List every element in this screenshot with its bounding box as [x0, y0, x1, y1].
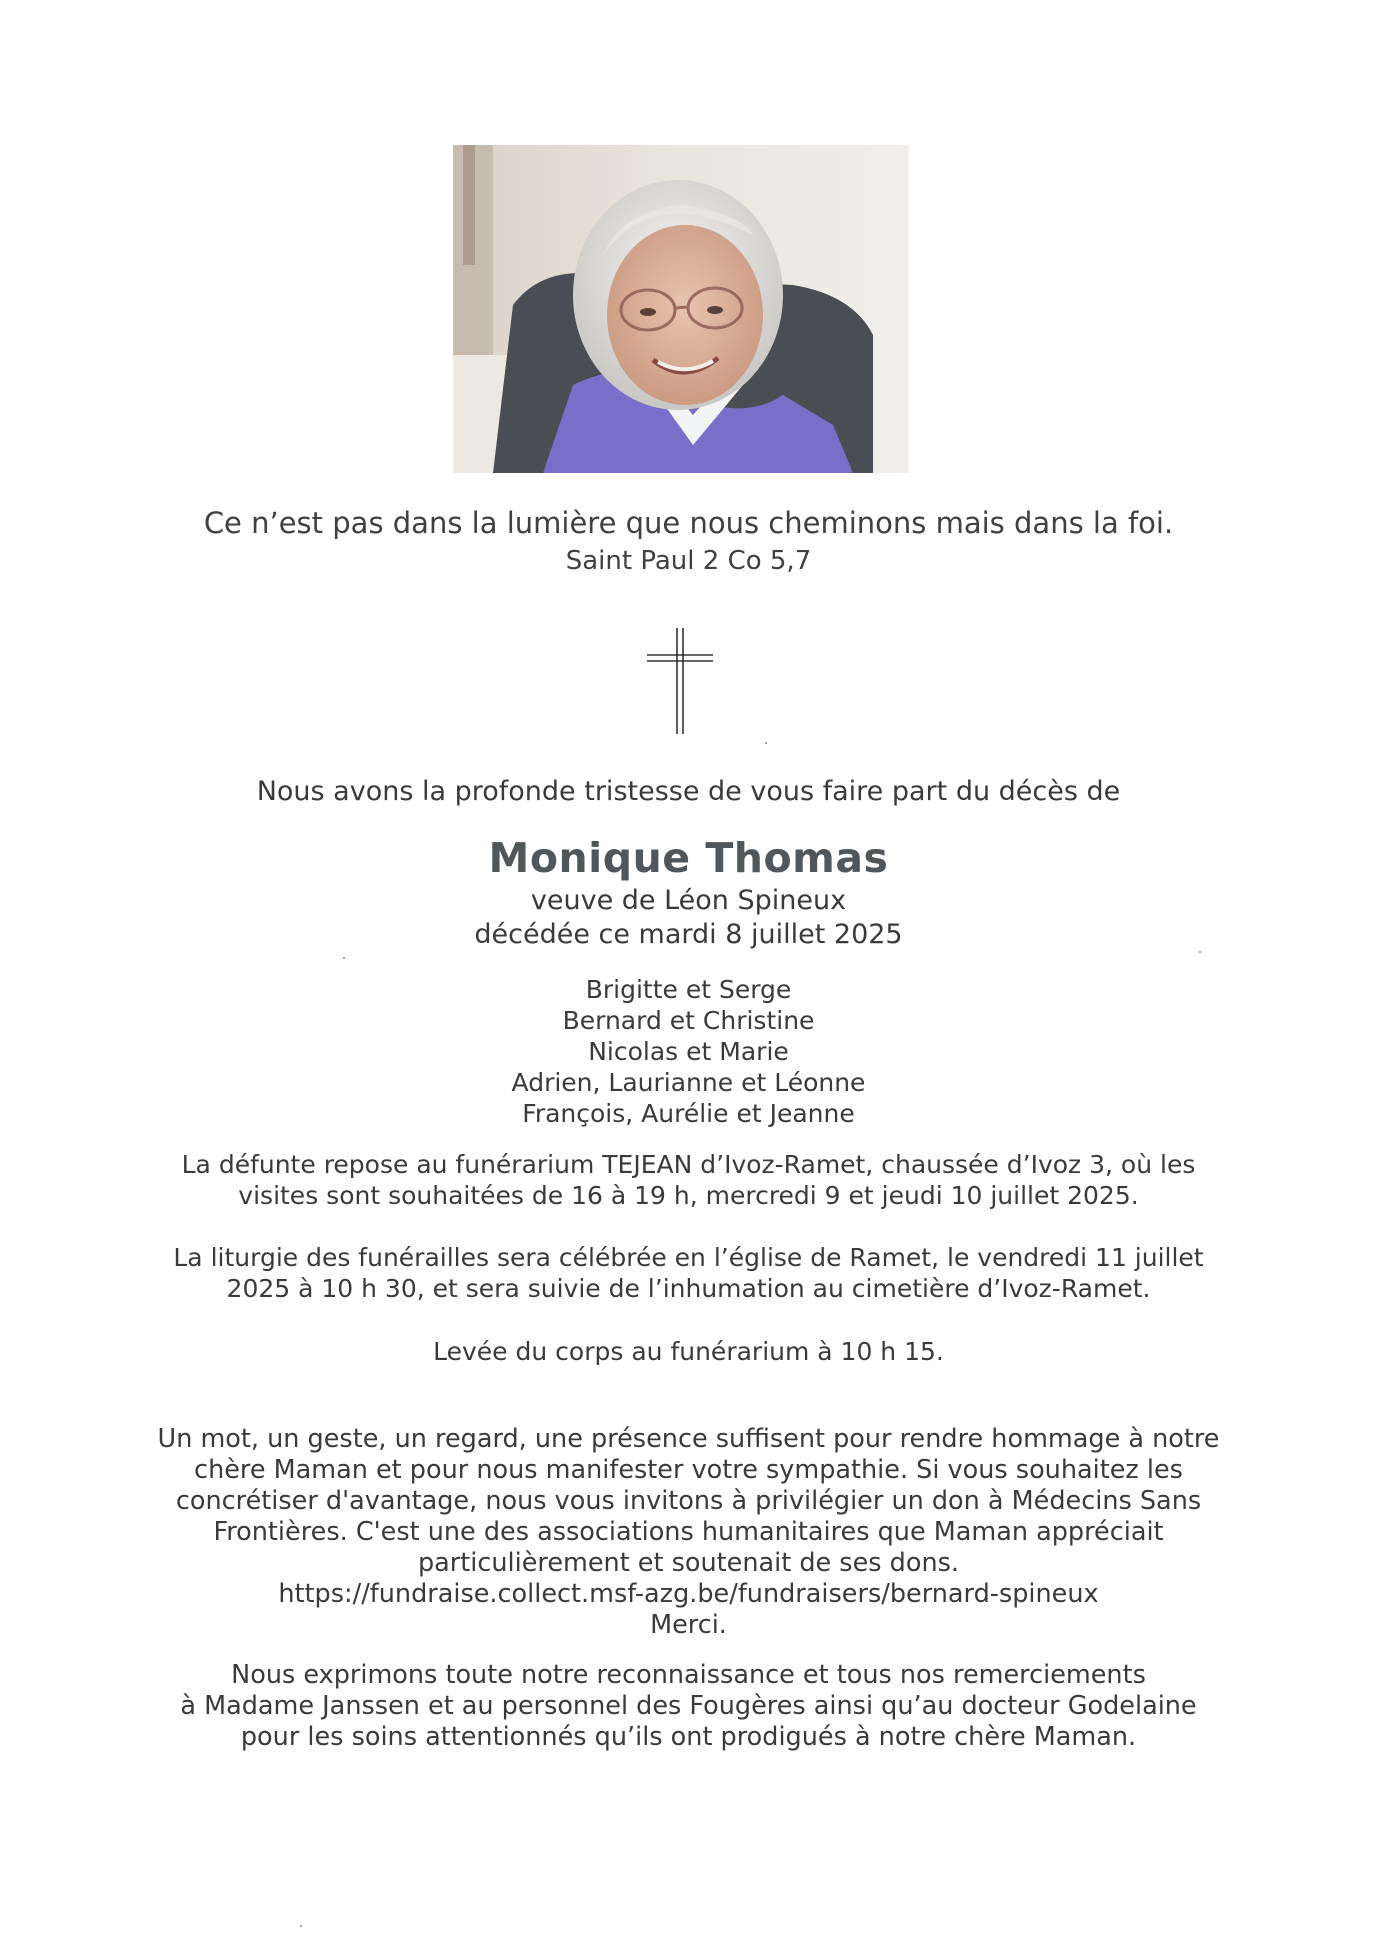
widow-of: veuve de Léon Spineux: [530, 885, 847, 916]
family-member: Adrien, Laurianne et Léonne: [511, 1068, 866, 1097]
scan-speck: [1199, 951, 1201, 953]
text-line: à Madame Janssen et au personnel des Fougères ainsi qu’au docteur Godelaine: [180, 1691, 1197, 1721]
text-line: visites sont souhaitées de 16 à 19 h, mercredi 9 et jeudi 10 juillet 2025.: [238, 1181, 1139, 1210]
family-member: Brigitte et Serge: [585, 975, 792, 1004]
thanks-paragraph: [0, 1660, 1377, 1753]
text-line: concrétiser d'avantage, nous vous invitons à privilégier un don à Médecins Sans: [175, 1486, 1202, 1516]
text-line: Un mot, un geste, un regard, une présence suffisent pour rendre hommage à notre: [157, 1424, 1220, 1454]
visits-paragraph: [0, 1149, 1377, 1211]
scan-speck: [765, 742, 767, 744]
donation-paragraph: [0, 1424, 1377, 1641]
cross-icon: [645, 628, 715, 736]
text-line: Nous exprimons toute notre reconnaissance et tous nos remerciements: [231, 1660, 1146, 1690]
family-member: François, Aurélie et Jeanne: [522, 1099, 855, 1128]
quote-text: Ce n’est pas dans la lumière que nous cheminons mais dans la foi.: [203, 506, 1174, 540]
family-member: Bernard et Christine: [562, 1006, 815, 1035]
text-line: pour les soins attentionnés qu’ils ont prodigués à notre chère Maman.: [240, 1722, 1137, 1752]
quote-reference: Saint Paul 2 Co 5,7: [565, 546, 812, 576]
text-line: La liturgie des funérailles sera célébrée en l’église de Ramet, le vendredi 11 juillet: [173, 1243, 1204, 1272]
announcement-intro: Nous avons la profonde tristesse de vous faire part du décès de: [256, 776, 1121, 807]
family-list: [0, 974, 1377, 1129]
text-line: particulièrement et soutenait de ses dons.: [417, 1548, 960, 1578]
scan-speck: [343, 957, 345, 959]
text-line: chère Maman et pour nous manifester votre sympathie. Si vous souhaitez les: [194, 1455, 1183, 1485]
scan-speck: [300, 1925, 302, 1927]
text-line: Merci.: [650, 1610, 727, 1640]
portrait-photo: [453, 145, 909, 473]
deceased-name: Monique Thomas: [488, 834, 889, 882]
text-line: Levée du corps au funérarium à 10 h 15.: [433, 1337, 944, 1366]
donation-link[interactable]: https://fundraise.collect.msf-azg.be/fundraisers/bernard-spineux: [278, 1579, 1099, 1609]
text-line: Frontières. C'est une des associations humanitaires que Maman appréciait: [213, 1517, 1164, 1547]
levee-paragraph: [0, 1336, 1377, 1367]
text-line: La défunte repose au funérarium TEJEAN d’Ivoz-Ramet, chaussée d’Ivoz 3, où les: [181, 1150, 1196, 1179]
text-line: 2025 à 10 h 30, et sera suivie de l’inhumation au cimetière d’Ivoz-Ramet.: [226, 1274, 1151, 1303]
family-member: Nicolas et Marie: [588, 1037, 789, 1066]
date-of-death: décédée ce mardi 8 juillet 2025: [474, 919, 903, 950]
liturgy-paragraph: [0, 1242, 1377, 1304]
